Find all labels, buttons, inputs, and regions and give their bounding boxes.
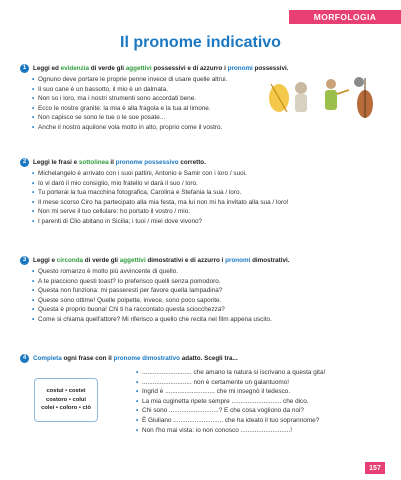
exercise-2-heading: 2 Leggi le frasi e sottolinea il pronome possessivo corretto. bbox=[32, 158, 374, 167]
exercise-number: 3 bbox=[20, 256, 29, 265]
exercise-1-heading: 1 Leggi ed evidenzia di verde gli aggettivi possessivi e di azzurro i pronomi possessivi. bbox=[32, 64, 374, 73]
exercise-2 bbox=[22, 158, 374, 227]
list-item: • È Giuliano ............................ che ha ideato il tuo soprannome? bbox=[142, 416, 386, 426]
list-item: • Ognuno deve portare le proprie penne invece di usare quelle altrui. bbox=[38, 75, 374, 85]
exercise-number: 2 bbox=[20, 158, 29, 167]
exercise-number: 1 bbox=[20, 64, 29, 73]
list-item: • Non mi serve il tuo cellulare: ho portato il vostro / mio. bbox=[38, 207, 374, 217]
list-item: • Come si chiama quell'attore? Mi riferisco a quello che recita nel film appena uscito. bbox=[38, 315, 374, 325]
list-item: • Tu porterai la tua macchina fotografica, Carolina e Stefania la sua / loro. bbox=[38, 188, 374, 198]
list-item: • Ingrid è ............................ che mi insegnò il tedesco. bbox=[142, 387, 386, 397]
exercise-1 bbox=[22, 64, 374, 133]
list-item: • La mia cuginetta ripete sempre ............................ che dico. bbox=[142, 397, 386, 407]
list-item: • Chi sono ............................? E che cosa vogliono da noi? bbox=[142, 406, 386, 416]
page-title: Il pronome indicativo bbox=[120, 34, 281, 51]
section-tag: MORFOLOGIA bbox=[289, 10, 401, 24]
list-item: • Anche il nostro aquilone vola molto in alto, proprio come il vostro. bbox=[38, 123, 374, 133]
exercise-4-items bbox=[136, 368, 386, 435]
list-item: • Michelangelo è arrivato con i suoi pattini, Antonio e Samir con i loro / suoi. bbox=[38, 169, 374, 179]
list-item: • Ecco le nostre granite: la mia è alla fragola e la tua al limone. bbox=[38, 104, 374, 114]
list-item: • Questa non funziona: mi passeresti per favore quella lampadina? bbox=[38, 286, 374, 296]
exercise-3 bbox=[22, 256, 374, 325]
box-line: costoro • colui bbox=[45, 396, 87, 403]
list-item: • Il suo cane è un bassotto, il mio è un dalmata. bbox=[38, 85, 374, 95]
exercise-number: 4 bbox=[20, 354, 29, 363]
list-item: • Questa è proprio buona! Chi ti ha raccontato questa sciocchezza? bbox=[38, 305, 374, 315]
exercise-4 bbox=[22, 354, 374, 363]
list-item: • Queste sono ottime! Quelle polpette, invece, sono poco saporite. bbox=[38, 296, 374, 306]
list-item: • Io vi darò il mio consiglio, mio fratello vi darà il suo / loro. bbox=[38, 179, 374, 189]
list-item: • Non so i loro, ma i nostri strumenti sono accordati bene. bbox=[38, 94, 374, 104]
page-number: 157 bbox=[365, 462, 385, 474]
list-item: • Questo romanzo è molto più avvincente di quello. bbox=[38, 267, 374, 277]
box-line: colei • coloro • ciò bbox=[41, 405, 91, 412]
exercise-3-heading: 3 Leggi e circonda di verde gli aggettivi dimostrativi e di azzurro i pronomi dimostrativi. bbox=[32, 256, 374, 265]
list-item: • ............................ non è certamente un galantuomo! bbox=[142, 378, 386, 388]
list-item: • Non capisco se sono le tue o le sue posate... bbox=[38, 113, 374, 123]
list-item: • Il mese scorso Ciro ha partecipato alla mia festa, ma lui non mi ha invitato alla sua / loro! bbox=[38, 198, 374, 208]
list-item: • Non l'ho mai vista: io non conosco ............................! bbox=[142, 426, 386, 436]
list-item: • I parenti di Clio abitano in Sicilia; i tuoi / miei dove vivono? bbox=[38, 217, 374, 227]
list-item: • A te piacciono questi toast? Io preferisco quelli senza pomodoro. bbox=[38, 277, 374, 287]
list-item: • ............................ che amano la natura si iscrivano a questa gita! bbox=[142, 368, 386, 378]
box-line: costui • costei bbox=[46, 388, 86, 395]
exercise-4-heading: 4 Completa ogni frase con il pronome dimostrativo adatto. Scegli tra... bbox=[32, 354, 374, 363]
word-choice-box bbox=[34, 378, 98, 422]
